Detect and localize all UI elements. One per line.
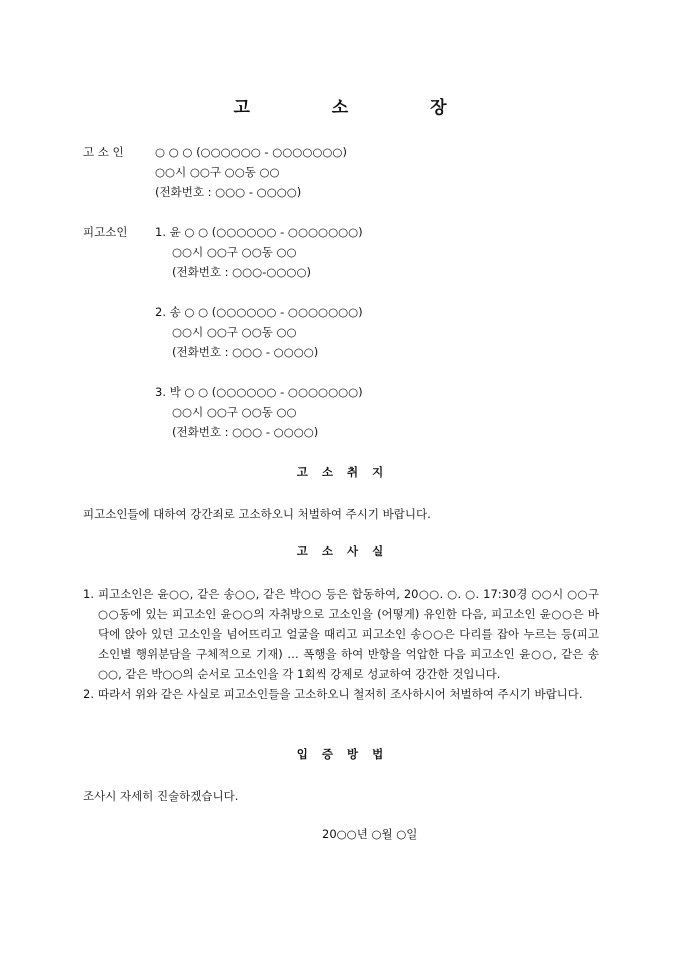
evidence-heading: 입 증 방 법	[296, 747, 389, 761]
fact-item-2-number: 2.	[83, 687, 94, 701]
complainant-address: ○○시 ○○구 ○○동 ○○	[155, 165, 280, 179]
fact-item-1-number: 1.	[83, 587, 94, 601]
defendant-2-address: ○○시 ○○구 ○○동 ○○	[172, 325, 297, 339]
defendant-1-phone: (전화번호 : ○○○-○○○○)	[172, 265, 311, 279]
fact-item-1-text: 피고소인은 윤○○, 같은 송○○, 같은 박○○ 등은 합동하여, 20○○. ○. ○. 17:30경 ○○시 ○○구 ○○동에 있는 피고소인 윤○○의 자취방으로 고소인을 (어떻게) 유인한 다음, 피고소인 윤○○은 바닥에 앉아 있던 고소인을 넘어뜨리고 얼굴을 때리고 피고소인 송○○은 다리를 잡아 누르는 등(피고소인별 행위분담을 구체적으로 기재) … 폭행을 하여 반항을 억압한 다음 피고소인 윤○○, 같은 송○○, 같은 박○○의 순서로 고소인을 각 1회씩 강제로 성교하여 강간한 것입니다.	[98, 587, 599, 681]
defendant-3-name-id: 3. 박 ○ ○ (○○○○○○ - ○○○○○○○)	[155, 385, 363, 399]
defendant-3-address: ○○시 ○○구 ○○동 ○○	[172, 405, 297, 419]
defendant-2-phone: (전화번호 : ○○○ - ○○○○)	[172, 345, 319, 359]
document-title: 고 소 장	[233, 98, 485, 118]
evidence-text: 조사시 자세히 진술하겠습니다.	[83, 789, 239, 803]
document-date: 20○○년 ○월 ○일	[322, 827, 418, 841]
purpose-heading: 고 소 취 지	[296, 465, 389, 479]
facts-list	[83, 584, 599, 704]
defendant-3-phone: (전화번호 : ○○○ - ○○○○)	[172, 425, 319, 439]
fact-item-1	[83, 584, 599, 684]
defendants-label: 피고소인	[83, 225, 128, 239]
defendant-1-name-id: 1. 윤 ○ ○ (○○○○○○ - ○○○○○○○)	[155, 225, 363, 239]
fact-item-2	[83, 684, 599, 704]
defendant-1-address: ○○시 ○○구 ○○동 ○○	[172, 245, 297, 259]
purpose-text: 피고소인들에 대하여 강간죄로 고소하오니 처벌하여 주시기 바랍니다.	[83, 507, 431, 521]
complainant-phone: (전화번호 : ○○○ - ○○○○)	[155, 185, 302, 199]
complainant-label: 고 소 인	[83, 145, 124, 159]
defendant-2-name-id: 2. 송 ○ ○ (○○○○○○ - ○○○○○○○)	[155, 305, 363, 319]
complainant-name-id: ○ ○ ○ (○○○○○○ - ○○○○○○○)	[155, 145, 347, 159]
fact-item-2-text: 따라서 위와 같은 사실로 피고소인들을 고소하오니 철저히 조사하시어 처벌하여 주시기 바랍니다.	[98, 687, 583, 701]
facts-heading: 고 소 사 실	[296, 544, 389, 558]
